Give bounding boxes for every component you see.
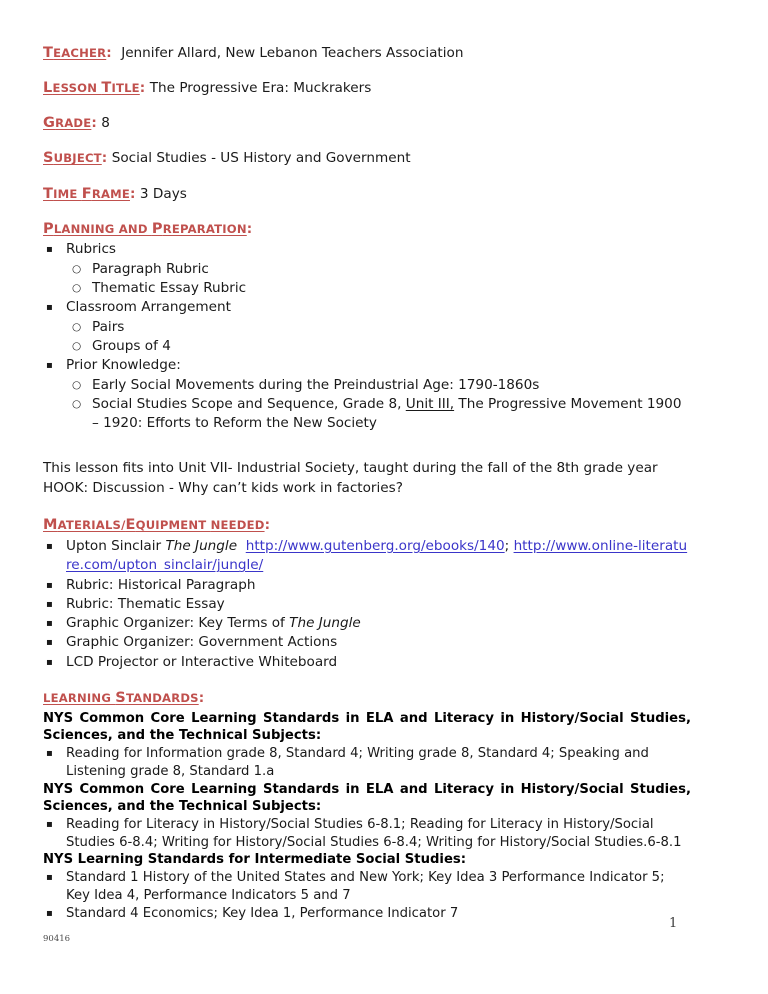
field-lesson-title [43, 79, 691, 97]
prior-knowledge-sublist [72, 376, 691, 434]
list-item [43, 816, 691, 852]
list-item [43, 298, 691, 356]
field-value-grade: 8 [101, 115, 110, 132]
bullet-circle-icon: ○ [72, 339, 82, 352]
list-item-label: Rubrics [66, 241, 117, 258]
field-label-time-frame: TIME FRAME [43, 185, 130, 202]
list-item [72, 318, 691, 337]
book-title: The Jungle [289, 615, 361, 632]
field-colon: : [139, 80, 146, 97]
list-item-label: Groups of 4 [92, 337, 171, 354]
lesson-context-paragraph [43, 459, 691, 499]
context-line-2: HOOK: Discussion - Why can’t kids work in factories? [43, 480, 403, 497]
list-item-label: Thematic Essay Rubric [92, 280, 247, 297]
standards-list [43, 745, 691, 781]
unit-reference: Unit III, [405, 395, 455, 412]
field-colon: : [91, 115, 97, 132]
standards-list [43, 816, 691, 852]
graphic-organizer-prefix: Graphic Organizer: Key Terms of [66, 615, 290, 632]
list-item-label: Classroom Arrangement [66, 299, 231, 316]
bullet-square-icon: ▪ [46, 618, 53, 630]
list-item [43, 576, 691, 595]
planning-list [43, 240, 691, 433]
section-heading-learning-standards: LEARNING STANDARDS: [43, 690, 205, 707]
section-heading-materials: MATERIALS/EQUIPMENT NEEDED: [43, 517, 271, 534]
list-item-text-a: Social Studies Scope and Sequence, Grade 8, [92, 395, 406, 412]
bullet-square-icon: ▪ [46, 747, 53, 759]
list-item [43, 633, 691, 652]
planning-sublist [72, 318, 691, 357]
standards-group-heading: NYS Common Core Learning Standards in ELA and Literacy in History/Social Studies, Sciences, and the Technical Subjects: [43, 710, 691, 744]
field-value-time-frame: 3 Days [139, 185, 187, 202]
context-line-1: This lesson fits into Unit VII- Industrial Society, taught during the fall of the 8th grade year [43, 460, 658, 477]
bullet-square-icon: ▪ [46, 907, 53, 919]
field-colon: : [129, 185, 136, 202]
list-item [43, 240, 691, 298]
field-value-subject: Social Studies - US History and Government [111, 150, 411, 167]
list-item-label: Rubric: Historical Paragraph [66, 576, 256, 593]
bullet-square-icon: ▪ [46, 579, 53, 591]
bullet-circle-icon: ○ [72, 320, 82, 333]
bullet-square-icon: ▪ [46, 637, 53, 649]
planning-sublist [72, 260, 691, 299]
list-item-label: Rubric: Thematic Essay [66, 595, 225, 612]
gutenberg-link[interactable]: http://www.gutenberg.org/ebooks/140 [245, 537, 505, 554]
list-item [43, 745, 691, 781]
document-content [43, 44, 691, 922]
standards-group [43, 851, 691, 922]
field-label-lesson-title: LESSON TITLE [43, 80, 140, 97]
bullet-circle-icon: ○ [72, 378, 82, 391]
field-subject [43, 149, 691, 167]
list-item-label: Early Social Movements during the Preindustrial Age: 1790-1860s [92, 376, 540, 393]
standards-group [43, 781, 691, 852]
list-item-label: Paragraph Rubric [92, 260, 209, 277]
bullet-circle-icon: ○ [72, 262, 82, 275]
list-item [72, 260, 691, 279]
bullet-circle-icon: ○ [72, 282, 82, 295]
list-item-label: Prior Knowledge: [66, 357, 181, 374]
materials-list [43, 537, 691, 672]
standards-group-heading: NYS Common Core Learning Standards in ELA and Literacy in History/Social Studies, Sciences, and the Technical Subjects: [43, 781, 691, 815]
bullet-circle-icon: ○ [72, 397, 82, 410]
standards-group [43, 710, 691, 781]
bullet-square-icon: ▪ [46, 818, 53, 830]
list-item [72, 376, 691, 395]
list-item [43, 653, 691, 672]
list-item [43, 905, 691, 923]
field-label-grade: GRADE [43, 115, 92, 132]
list-item-label: Reading for Literacy in History/Social Studies 6-8.1; Reading for Literacy in History/Social Studies 6-8.4; Writing for History/Social Studies 6-8.4; Writing for History/Social Studies.6-8.1 [66, 816, 682, 850]
list-item-label: Standard 1 History of the United States and New York; Key Idea 3 Performance Indicator 5; Key Idea 4, Performance Indicators 5 and 7 [66, 869, 665, 903]
list-item-text-b: The Progressive Movement 1900 – 1920: Efforts to Reform the New Society [92, 395, 682, 432]
list-item [43, 595, 691, 614]
standards-group-heading: NYS Learning Standards for Intermediate Social Studies: [43, 852, 467, 868]
field-colon: : [106, 45, 112, 61]
list-item [72, 337, 691, 356]
link-separator: ; [504, 537, 510, 554]
bullet-square-icon: ▪ [46, 302, 53, 314]
bullet-square-icon: ▪ [46, 656, 53, 668]
footer-document-code: 90416 [43, 934, 71, 944]
section-heading-planning: PLANNING AND PREPARATION: [43, 220, 253, 237]
field-colon: : [101, 150, 108, 167]
book-title: The Jungle [165, 537, 238, 554]
field-value-teacher: Jennifer Allard, New Lebanon Teachers Association [121, 45, 464, 61]
list-item [72, 395, 691, 434]
field-grade [43, 114, 691, 132]
field-label-subject: SUBJECT [43, 150, 102, 167]
list-item [72, 279, 691, 298]
bullet-square-icon: ▪ [46, 360, 53, 372]
list-item [43, 614, 691, 633]
list-item-label: Graphic Organizer: Government Actions [66, 634, 338, 651]
list-item-label: LCD Projector or Interactive Whiteboard [66, 653, 338, 670]
page-number: 1 [669, 916, 678, 931]
standards-list [43, 869, 691, 922]
field-teacher [43, 44, 691, 62]
online-literature-link[interactable]: http://www.online-literature.com/upton_sinclair/jungle/ [66, 537, 688, 574]
list-item [43, 537, 691, 576]
list-item-label: Pairs [92, 318, 125, 335]
field-time-frame [43, 185, 691, 203]
bullet-square-icon: ▪ [46, 244, 53, 256]
material-prefix: Upton Sinclair [66, 537, 166, 554]
list-item-label: Standard 4 Economics; Key Idea 1, Performance Indicator 7 [66, 905, 459, 921]
field-value-lesson-title: The Progressive Era: Muckrakers [149, 80, 372, 97]
bullet-square-icon: ▪ [46, 598, 53, 610]
list-item [43, 869, 691, 905]
list-item-label: Reading for Information grade 8, Standard 4; Writing grade 8, Standard 4; Speaking and Listening grade 8, Standard 1.a [66, 745, 649, 779]
list-item [43, 356, 691, 433]
bullet-square-icon: ▪ [46, 871, 53, 883]
bullet-square-icon: ▪ [46, 540, 53, 552]
field-label-teacher: TEACHER [43, 45, 107, 61]
